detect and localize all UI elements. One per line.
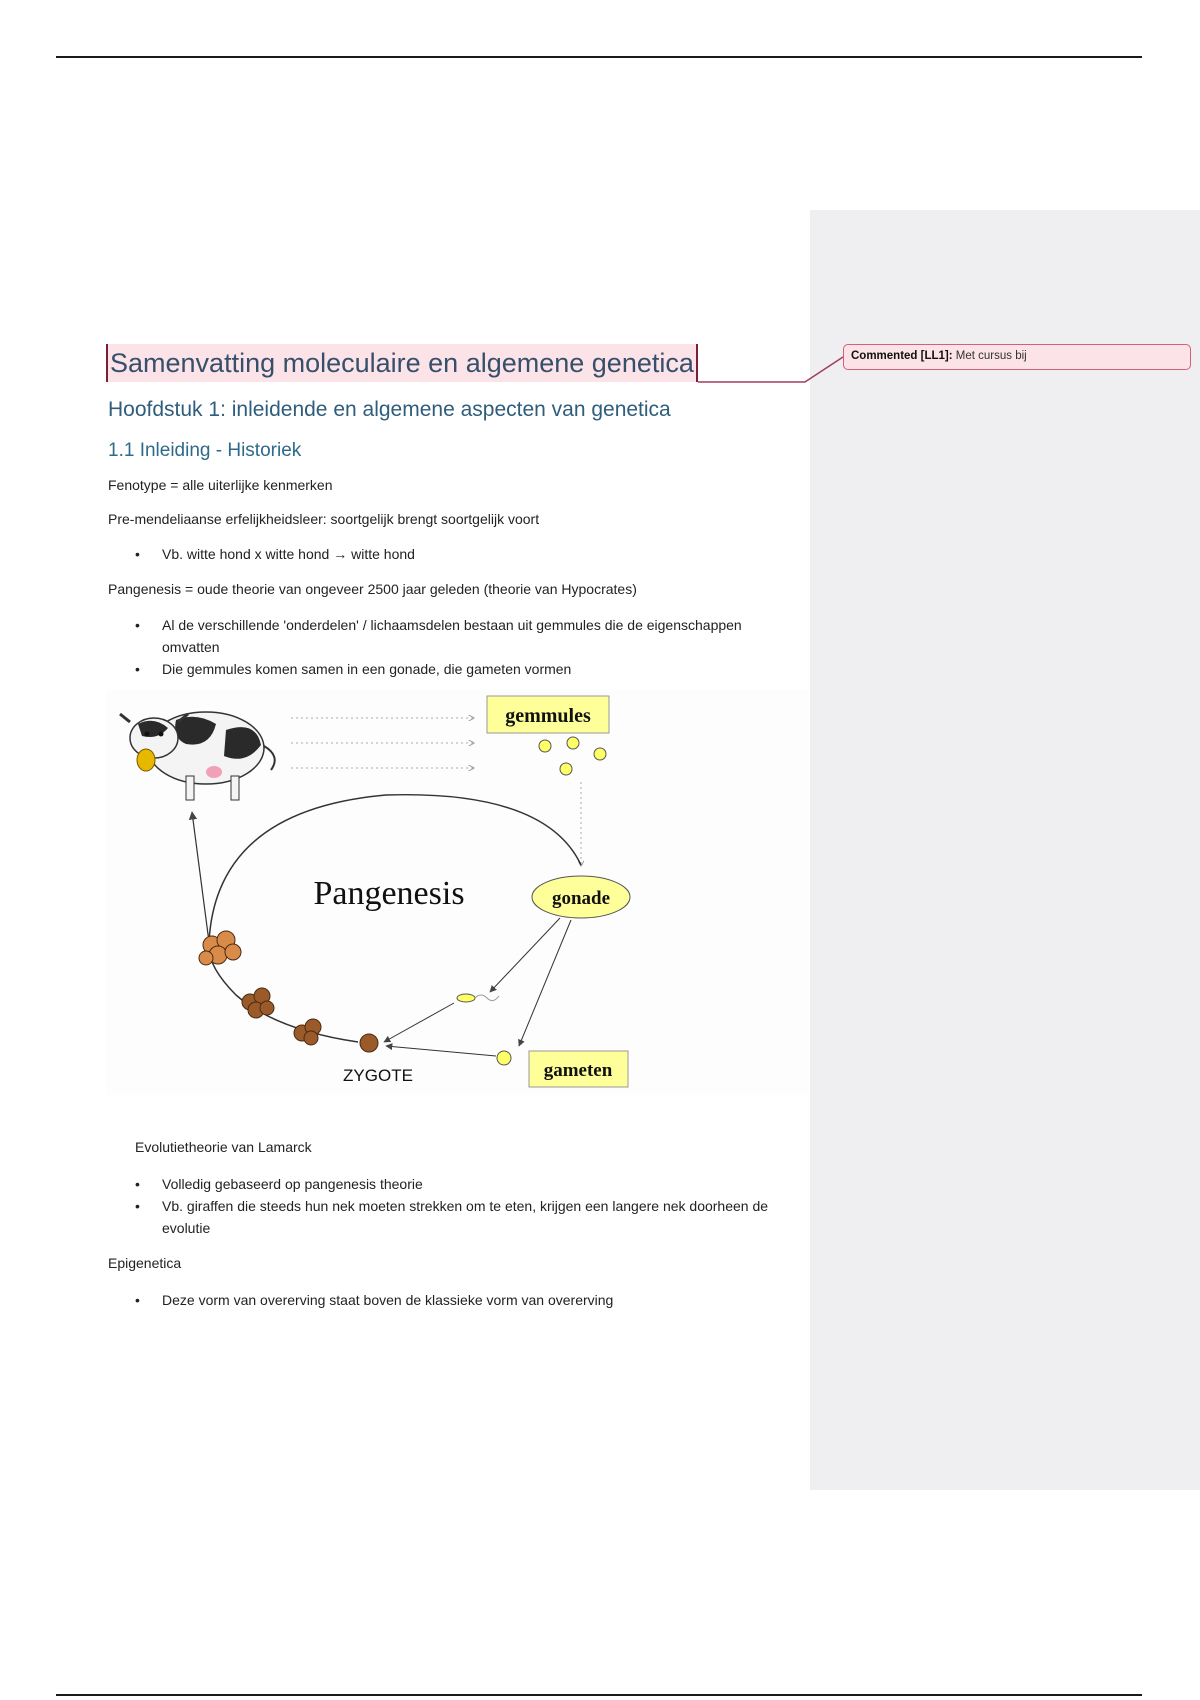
gemmules-label: gemmules — [505, 705, 591, 727]
list-item: • Vb. witte hond x witte hond → witte hond — [162, 543, 762, 565]
list-item: • Al de verschillende 'onderdelen' / lichaamsdelen bestaan uit gemmules die de eigenschappen omvatten — [162, 614, 742, 658]
comment-author: Commented [LL1]: — [851, 350, 953, 362]
chapter-heading: Hoofdstuk 1: inleidende en algemene aspecten van genetica — [108, 398, 671, 421]
list-item: • Die gemmules komen samen in een gonade, die gameten vormen — [162, 658, 762, 680]
list-item: • Deze vorm van overerving staat boven de klassieke vorm van overerving — [162, 1289, 782, 1311]
gameten-label: gameten — [543, 1060, 613, 1081]
comment-balloon[interactable] — [843, 344, 1191, 370]
gonade-label: gonade — [551, 888, 611, 909]
list-item: • Vb. giraffen die steeds hun nek moeten strekken om te eten, krijgen een langere nek doorheen de evolutie — [162, 1195, 772, 1239]
gemmule-dots — [539, 737, 606, 775]
paragraph-epigenetica: Epigenetica — [108, 1255, 182, 1271]
comment-text: Met cursus bij — [955, 350, 1027, 362]
footer-rule — [56, 1694, 1142, 1696]
paragraph-pre-mendel: Pre-mendeliaanse erfelijkheidsleer: soortgelijk brengt soortgelijk voort — [108, 511, 540, 527]
figure-title: Pangenesis — [313, 875, 465, 912]
zygote-label: ZYGOTE — [343, 1066, 413, 1085]
pangenesis-figure — [106, 690, 808, 1095]
cow-icon — [120, 712, 275, 800]
paragraph-fenotype: Fenotype = alle uiterlijke kenmerken — [108, 477, 333, 493]
embryo-cells — [199, 931, 378, 1052]
document-title[interactable]: Samenvatting moleculaire en algemene genetica — [106, 344, 698, 382]
pangenesis-diagram — [106, 690, 808, 1095]
paragraph-lamarck: Evolutietheorie van Lamarck — [135, 1139, 312, 1155]
section-heading: 1.1 Inleiding - Historiek — [108, 440, 302, 461]
list-item: • Volledig gebaseerd op pangenesis theorie — [162, 1173, 782, 1195]
paragraph-pangenesis: Pangenesis = oude theorie van ongeveer 2500 jaar geleden (theorie van Hypocrates) — [108, 581, 637, 597]
